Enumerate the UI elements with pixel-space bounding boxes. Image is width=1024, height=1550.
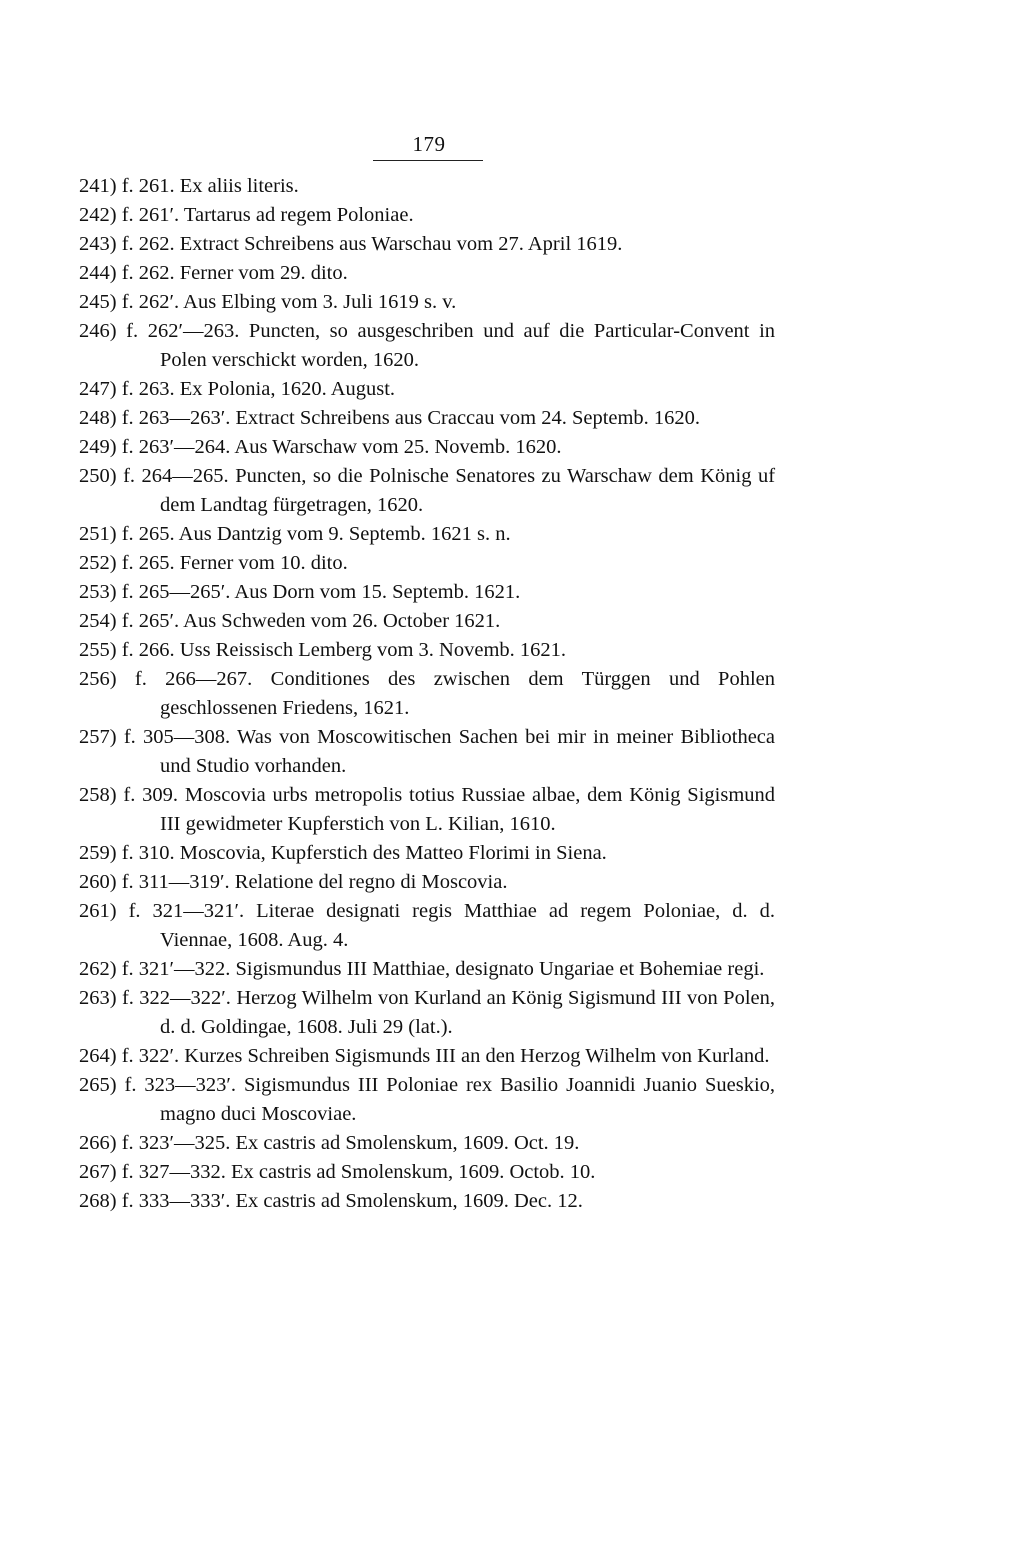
- entry: [79, 636, 775, 665]
- entry: [79, 868, 775, 897]
- entry-folio: f. 265′.: [121, 610, 180, 632]
- entry: [79, 607, 775, 636]
- entry-text: Aus Elbing vom 3. Juli 1619 s. v.: [183, 291, 457, 313]
- entry: [79, 839, 775, 868]
- entry-number: 261): [79, 900, 117, 922]
- entry: [79, 955, 775, 984]
- entry-text: Aus Schweden vom 26. October 1621.: [183, 610, 501, 632]
- entry-text: Was von Moscowitischen Sachen bei mir in meiner Bibliotheca und Studio vorhanden.: [160, 726, 776, 777]
- entry: [79, 897, 775, 955]
- entry-text: Literae designati regis Matthiae ad regem Poloniae, d. d. Viennae, 1608. Aug. 4.: [160, 900, 776, 951]
- entry-number: 260): [79, 871, 117, 893]
- entry: [79, 723, 775, 781]
- entry-text: Aus Dantzig vom 9. Septemb. 1621 s. n.: [178, 523, 511, 545]
- entry: [79, 665, 775, 723]
- entry-folio: f. 266.: [121, 639, 175, 661]
- entry-folio: f. 265.: [121, 552, 175, 574]
- entry-number: 247): [79, 378, 117, 400]
- entry-folio: f. 321′—322.: [121, 958, 231, 980]
- entry-text: Herzog Wilhelm von Kurland an König Sigismund III von Polen, d. d. Goldingae, 1608. Juli 29 (lat.).: [160, 987, 775, 1038]
- entry-folio: f. 323′—325.: [121, 1132, 231, 1154]
- entry-folio: f. 261′.: [121, 204, 180, 226]
- entry-folio: f. 333—333′.: [121, 1190, 231, 1212]
- entry-folio: f. 310.: [121, 842, 175, 864]
- entry-text: Ex castris ad Smolenskum, 1609. Octob. 10.: [231, 1161, 596, 1183]
- entry: [79, 1071, 775, 1129]
- entry-number: 267): [79, 1161, 117, 1183]
- entry-folio: f. 311—319′.: [121, 871, 230, 893]
- entry-number: 249): [79, 436, 117, 458]
- entry-number: 255): [79, 639, 117, 661]
- entry-number: 248): [79, 407, 117, 429]
- entry: [79, 259, 775, 288]
- entry: [79, 230, 775, 259]
- entry: [79, 984, 775, 1042]
- entry-number: 263): [79, 987, 117, 1009]
- entry-text: Ferner vom 29. dito.: [179, 262, 348, 284]
- entry-folio: f. 262′.: [121, 291, 180, 313]
- entry-text: Ferner vom 10. dito.: [179, 552, 348, 574]
- entry-folio: f. 305—308.: [123, 726, 231, 748]
- entry-number: 258): [79, 784, 117, 806]
- entry-text: Puncten, so ausgeschriben und auf die Particular-Convent in Polen verschickt worden, 1620.: [160, 320, 776, 371]
- entry-number: 268): [79, 1190, 117, 1212]
- entry: [79, 1158, 775, 1187]
- entry-number: 246): [79, 320, 117, 342]
- entry: [79, 201, 775, 230]
- entry-text: Ex castris ad Smolenskum, 1609. Dec. 12.: [235, 1190, 583, 1212]
- entry-number: 241): [79, 175, 117, 197]
- entry-text: Sigismundus III Matthiae, designato Ungariae et Bohemiae regi.: [235, 958, 765, 980]
- entry-folio: f. 266—267.: [134, 668, 253, 690]
- entry-text: Ex Polonia, 1620. August.: [179, 378, 396, 400]
- entry: [79, 288, 775, 317]
- entry-text: Moscovia urbs metropolis totius Russiae albae, dem König Sigismund III gewidmeter Kupferstich von L. Kilian, 1610.: [160, 784, 776, 835]
- entry-number: 251): [79, 523, 117, 545]
- entry-folio: f. 327—332.: [121, 1161, 226, 1183]
- entry-number: 266): [79, 1132, 117, 1154]
- entry: [79, 404, 775, 433]
- entry-number: 253): [79, 581, 117, 603]
- entry-text: Puncten, so die Polnische Senatores zu Warschaw dem König uf dem Landtag fürgetragen, 1620.: [160, 465, 776, 516]
- entry: [79, 375, 775, 404]
- entry-folio: f. 263—263′.: [121, 407, 231, 429]
- entry-folio: f. 264—265.: [123, 465, 229, 487]
- entry-folio: f. 309.: [123, 784, 179, 806]
- entry: [79, 317, 775, 375]
- entry-folio: f. 262.: [121, 233, 175, 255]
- entry-text: Kurzes Schreiben Sigismunds III an den Herzog Wilhelm von Kurland.: [184, 1045, 770, 1067]
- entry-folio: f. 262.: [121, 262, 175, 284]
- entry-folio: f. 263.: [121, 378, 175, 400]
- entry: [79, 549, 775, 578]
- entry-folio: f. 323—323′.: [124, 1074, 237, 1096]
- entry-number: 245): [79, 291, 117, 313]
- entry-number: 265): [79, 1074, 117, 1096]
- entry: [79, 781, 775, 839]
- entry: [79, 1129, 775, 1158]
- entry-list: [79, 172, 775, 1216]
- page-number-rule: [373, 160, 483, 161]
- entry-text: Extract Schreibens aus Warschau vom 27. April 1619.: [179, 233, 623, 255]
- entry: [79, 1042, 775, 1071]
- entry: [79, 578, 775, 607]
- entry-text: Sigismundus III Poloniae rex Basilio Joannidi Juanio Sueskio, magno duci Moscoviae.: [160, 1074, 776, 1125]
- entry-number: 259): [79, 842, 117, 864]
- entry-folio: f. 321—321′.: [128, 900, 245, 922]
- entry-text: Tartarus ad regem Poloniae.: [183, 204, 414, 226]
- entry-number: 264): [79, 1045, 117, 1067]
- entry-text: Extract Schreibens aus Craccau vom 24. Septemb. 1620.: [235, 407, 701, 429]
- entry: [79, 433, 775, 462]
- entry-folio: f. 322—322′.: [121, 987, 231, 1009]
- entry-folio: f. 265—265′.: [121, 581, 231, 603]
- entry: [79, 520, 775, 549]
- entry-number: 250): [79, 465, 117, 487]
- entry-number: 242): [79, 204, 117, 226]
- entry-text: Aus Dorn vom 15. Septemb. 1621.: [234, 581, 521, 603]
- entry-text: Uss Reissisch Lemberg vom 3. Novemb. 1621.: [179, 639, 567, 661]
- entry-number: 262): [79, 958, 117, 980]
- entry-text: Ex aliis literis.: [179, 175, 299, 197]
- entry-text: Moscovia, Kupferstich des Matteo Florimi in Siena.: [179, 842, 607, 864]
- entry-folio: f. 265.: [121, 523, 175, 545]
- entry-folio: f. 322′.: [121, 1045, 180, 1067]
- entry-number: 254): [79, 610, 117, 632]
- entry-text: Ex castris ad Smolenskum, 1609. Oct. 19.: [235, 1132, 580, 1154]
- entry-number: 256): [79, 668, 117, 690]
- page-number: 179: [412, 132, 446, 156]
- entry-text: Relatione del regno di Moscovia.: [234, 871, 508, 893]
- entry: [79, 1187, 775, 1216]
- entry-number: 257): [79, 726, 117, 748]
- entry-text: Conditiones des zwischen dem Türggen und Pohlen geschlossenen Friedens, 1621.: [160, 668, 775, 719]
- entry-folio: f. 262′—263.: [126, 320, 240, 342]
- entry-number: 252): [79, 552, 117, 574]
- entry-text: Aus Warschaw vom 25. Novemb. 1620.: [234, 436, 562, 458]
- entry-number: 244): [79, 262, 117, 284]
- entry-number: 243): [79, 233, 117, 255]
- entry-folio: f. 263′—264.: [121, 436, 231, 458]
- entry: [79, 462, 775, 520]
- entry-folio: f. 261.: [121, 175, 175, 197]
- entry: [79, 172, 775, 201]
